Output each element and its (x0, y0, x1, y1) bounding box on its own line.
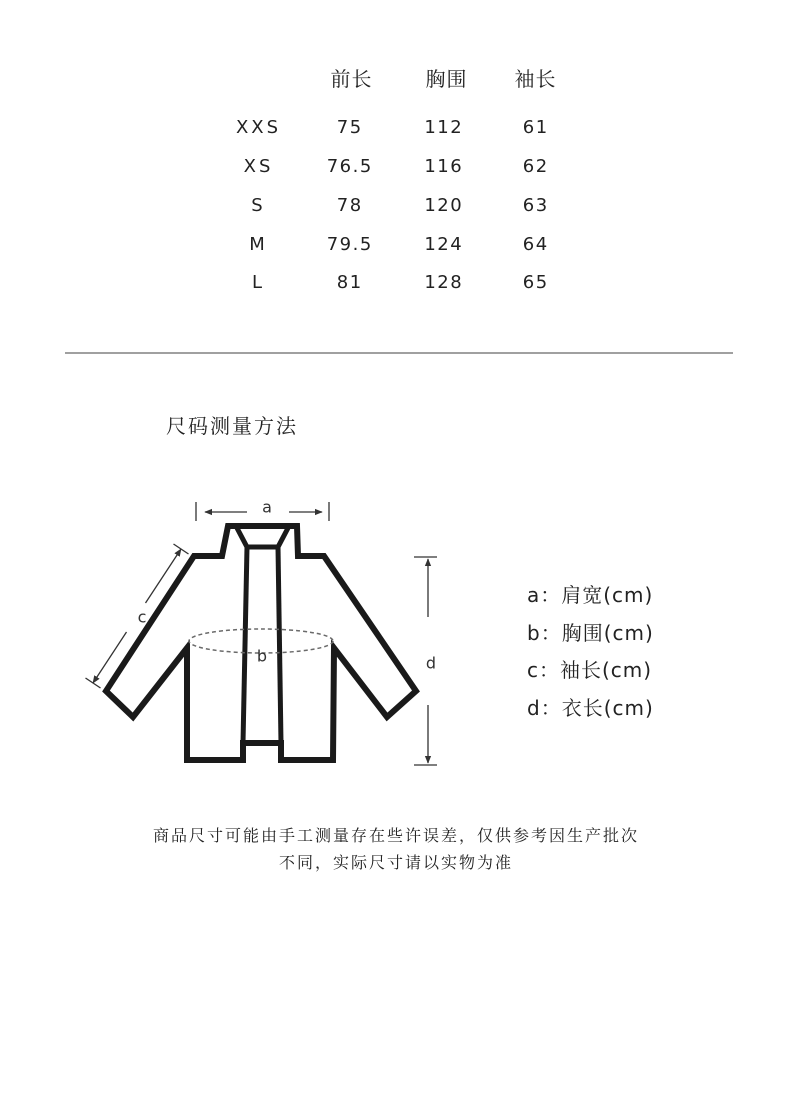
front-length-value: 79.5 (326, 234, 373, 255)
measure-label-c: c (137, 607, 147, 627)
size-row (0, 194, 790, 218)
size-row (0, 155, 790, 179)
jacket-outline (106, 526, 416, 760)
measure-label-d: d (425, 653, 437, 673)
size-row (0, 233, 790, 257)
size-label: XS (243, 156, 274, 177)
note-line-2: 不同，实际尺寸请以实物为准 (278, 853, 513, 872)
front-length-value: 76.5 (326, 156, 373, 177)
front-length-value: 78 (336, 195, 363, 216)
size-label: S (251, 195, 266, 216)
size-label: XXS (235, 117, 282, 138)
legend-body-length: d：衣长(cm) (527, 696, 654, 720)
front-length-value: 81 (336, 272, 363, 293)
size-row (0, 271, 790, 295)
section-divider (65, 352, 733, 354)
legend-sleeve-length: c：袖长(cm) (527, 658, 653, 682)
size-row (0, 116, 790, 140)
chest-value: 116 (424, 156, 464, 177)
measure-label-a: a (262, 497, 272, 517)
chest-value: 124 (424, 234, 464, 255)
legend-shoulder-width: a：肩宽(cm) (527, 583, 654, 607)
front-length-value: 75 (336, 117, 363, 138)
header-sleeve-length: 袖长 (514, 67, 557, 91)
sleeve-length-value: 62 (522, 156, 549, 177)
chest-value: 112 (424, 117, 464, 138)
chest-value: 120 (424, 195, 464, 216)
chest-value: 128 (424, 272, 464, 293)
size-label: M (249, 234, 268, 255)
measurement-title: 尺码测量方法 (166, 414, 298, 438)
right-front-edge (278, 547, 281, 743)
header-front-length: 前长 (330, 67, 373, 91)
measure-label-b: b (256, 646, 268, 666)
sleeve-length-value: 61 (522, 117, 549, 138)
sleeve-length-value: 64 (522, 234, 549, 255)
size-label: L (251, 272, 266, 293)
sleeve-length-value: 65 (522, 272, 549, 293)
header-chest: 胸围 (425, 67, 468, 91)
legend-chest: b：胸围(cm) (527, 621, 654, 645)
note-line-1: 商品尺寸可能由手工测量存在些许误差，仅供参考因生产批次 (152, 826, 639, 845)
sleeve-length-value: 63 (522, 195, 549, 216)
jacket-measurement-diagram (60, 490, 460, 780)
